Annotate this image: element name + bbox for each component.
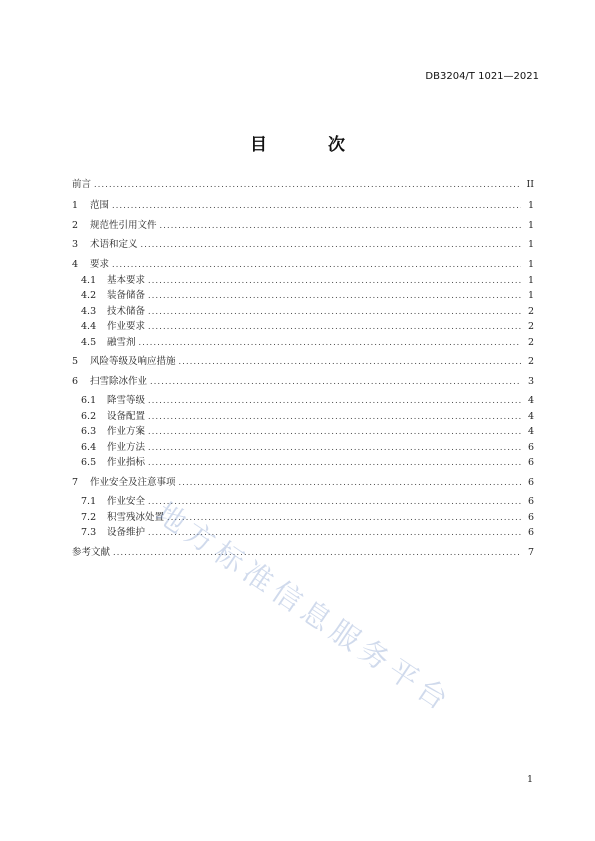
toc-entry-label: 积雪残冰处置 bbox=[107, 512, 165, 523]
toc-entry-number: 4.5 bbox=[81, 337, 97, 348]
toc-entry-label: 降雪等级 bbox=[107, 395, 146, 406]
toc-entry[interactable] bbox=[81, 289, 534, 303]
toc-leader-dots bbox=[139, 336, 521, 350]
toc-entry[interactable] bbox=[81, 410, 534, 424]
toc-entry[interactable] bbox=[81, 394, 534, 408]
toc-entry-number: 1 bbox=[72, 200, 79, 211]
toc-entry[interactable] bbox=[72, 375, 534, 389]
toc-leader-dots bbox=[179, 355, 521, 369]
toc-entry-number: 6 bbox=[72, 376, 79, 387]
page-title: 目 次 bbox=[250, 135, 367, 155]
toc-entry[interactable] bbox=[81, 495, 534, 509]
toc-entry-page: 6 bbox=[527, 512, 534, 523]
toc-entry-page: 6 bbox=[527, 457, 534, 468]
toc-entry-page: 1 bbox=[527, 239, 534, 250]
toc-entry[interactable] bbox=[72, 199, 534, 213]
toc-leader-dots bbox=[148, 410, 521, 424]
toc-leader-dots bbox=[160, 219, 521, 233]
toc-entry-label: 扫雪除冰作业 bbox=[90, 376, 148, 387]
toc-entry-number: 4 bbox=[72, 259, 79, 270]
toc-leader-dots bbox=[148, 456, 521, 470]
toc-entry-number: 7.3 bbox=[81, 527, 97, 538]
toc-entry-page: 1 bbox=[527, 220, 534, 231]
toc-entry-page: 4 bbox=[527, 395, 534, 406]
toc-entry-page: 6 bbox=[527, 527, 534, 538]
toc-entry[interactable] bbox=[81, 305, 534, 319]
toc-entry[interactable] bbox=[72, 546, 534, 560]
toc-entry-number: 4.3 bbox=[81, 306, 97, 317]
toc-entry[interactable] bbox=[81, 425, 534, 439]
toc-entry[interactable] bbox=[81, 274, 534, 288]
toc-entry-page: 1 bbox=[527, 259, 534, 270]
toc-entry-label: 作业安全及注意事项 bbox=[90, 477, 176, 488]
toc-entry-number: 6.3 bbox=[81, 426, 97, 437]
toc-entry-number: 7 bbox=[72, 477, 79, 488]
toc-entry-number: 7.1 bbox=[81, 496, 97, 507]
toc-entry-page: 2 bbox=[527, 356, 534, 367]
toc-entry-label: 术语和定义 bbox=[90, 239, 138, 250]
toc-entry-label: 基本要求 bbox=[107, 275, 146, 286]
toc-entry-page: 1 bbox=[527, 200, 534, 211]
toc-leader-dots bbox=[148, 425, 521, 439]
toc-leader-dots bbox=[148, 394, 521, 408]
toc-entry[interactable] bbox=[81, 336, 534, 350]
toc-leader-dots bbox=[148, 274, 521, 288]
page-number: 1 bbox=[526, 774, 533, 785]
toc-leader-dots bbox=[167, 511, 521, 525]
toc-entry[interactable] bbox=[81, 441, 534, 455]
toc-entry[interactable] bbox=[81, 320, 534, 334]
toc-entry-page: II bbox=[526, 179, 534, 190]
toc-entry-label: 作业方案 bbox=[107, 426, 146, 437]
toc-entry-page: 3 bbox=[527, 376, 534, 387]
toc-entry-page: 1 bbox=[527, 290, 534, 301]
toc-entry-label: 融雪剂 bbox=[107, 337, 136, 348]
toc-entry-page: 6 bbox=[527, 477, 534, 488]
toc-entry[interactable] bbox=[72, 476, 534, 490]
toc-entry[interactable] bbox=[81, 456, 534, 470]
toc-entry-number: 7.2 bbox=[81, 512, 97, 523]
toc-leader-dots bbox=[113, 546, 521, 560]
toc-entry[interactable] bbox=[72, 238, 534, 252]
toc-entry-label: 装备储备 bbox=[107, 290, 146, 301]
toc-entry-number: 3 bbox=[72, 239, 79, 250]
toc-entry-page: 6 bbox=[527, 496, 534, 507]
toc-entry-label: 技术储备 bbox=[107, 306, 146, 317]
toc-leader-dots bbox=[141, 238, 521, 252]
toc-entry-label: 要求 bbox=[90, 259, 110, 270]
toc-entry-label: 作业安全 bbox=[107, 496, 146, 507]
toc-entry-page: 4 bbox=[527, 411, 534, 422]
toc-leader-dots bbox=[148, 305, 521, 319]
watermark: 地方标准信息服务平台 bbox=[149, 495, 459, 720]
document-code: DB3204/T 1021—2021 bbox=[425, 71, 539, 82]
toc-entry-label: 范围 bbox=[90, 200, 110, 211]
toc-entry-number: 6.5 bbox=[81, 457, 97, 468]
toc-entry-number: 5 bbox=[72, 356, 79, 367]
toc-entry[interactable] bbox=[72, 355, 534, 369]
toc-entry-number: 4.4 bbox=[81, 321, 97, 332]
toc-entry[interactable] bbox=[72, 219, 534, 233]
toc-entry-label: 设备维护 bbox=[107, 527, 146, 538]
toc-entry-number: 6.1 bbox=[81, 395, 97, 406]
toc-entry-label: 作业要求 bbox=[107, 321, 146, 332]
toc-leader-dots bbox=[94, 178, 521, 192]
toc-leader-dots bbox=[112, 258, 521, 272]
toc-entry-label: 前言 bbox=[72, 179, 92, 190]
toc-entry-label: 作业方法 bbox=[107, 442, 146, 453]
toc-entry-number: 6.4 bbox=[81, 442, 97, 453]
toc-entry-page: 1 bbox=[527, 275, 534, 286]
toc-entry-number: 6.2 bbox=[81, 411, 97, 422]
toc-entry[interactable] bbox=[81, 526, 534, 540]
toc-entry-page: 7 bbox=[527, 547, 534, 558]
toc-entry-page: 2 bbox=[527, 321, 534, 332]
toc-entry-number: 4.1 bbox=[81, 275, 97, 286]
toc-leader-dots bbox=[150, 375, 521, 389]
toc-entry-label: 参考文献 bbox=[72, 547, 111, 558]
toc-entry[interactable] bbox=[72, 178, 534, 192]
toc-entry-label: 设备配置 bbox=[107, 411, 146, 422]
toc-leader-dots bbox=[179, 476, 521, 490]
toc-leader-dots bbox=[148, 441, 521, 455]
toc-entry-page: 2 bbox=[527, 337, 534, 348]
toc-entry-label: 规范性引用文件 bbox=[90, 220, 157, 231]
toc-entry[interactable] bbox=[72, 258, 534, 272]
toc-leader-dots bbox=[148, 495, 521, 509]
toc-leader-dots bbox=[112, 199, 521, 213]
toc-entry-number: 2 bbox=[72, 220, 79, 231]
toc-entry-label: 风险等级及响应措施 bbox=[90, 356, 176, 367]
toc-entry-label: 作业指标 bbox=[107, 457, 146, 468]
toc-leader-dots bbox=[148, 289, 521, 303]
toc-leader-dots bbox=[148, 320, 521, 334]
toc-entry-page: 2 bbox=[527, 306, 534, 317]
toc-entry-page: 4 bbox=[527, 426, 534, 437]
toc-entry-number: 4.2 bbox=[81, 290, 97, 301]
toc-entry-page: 6 bbox=[527, 442, 534, 453]
